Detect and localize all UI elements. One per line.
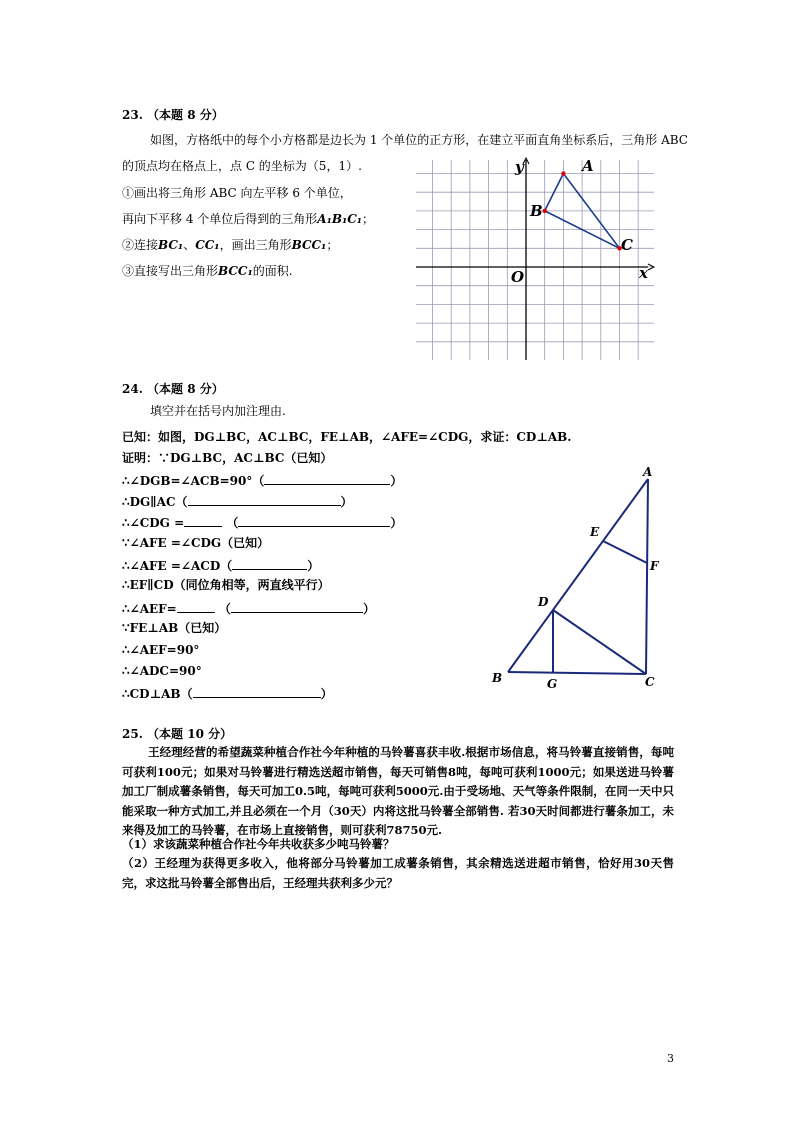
segment-ef [603, 541, 647, 563]
page-number: 3 [667, 1052, 674, 1065]
q23-grid [416, 160, 654, 360]
proof-line-8: ∵FE⊥AB（已知） [122, 621, 227, 635]
reason-blank-2[interactable] [188, 493, 341, 506]
q24-label-f: F [650, 559, 659, 573]
q25-heading: 25. （本题 10 分） [122, 727, 233, 741]
q23-step3-suffix: 的面积. [252, 264, 293, 278]
proof-line-5-close: ） [307, 559, 320, 573]
q23-point-b [543, 209, 547, 213]
proof-line-3-close: ） [390, 516, 403, 530]
q24-label-d: D [538, 595, 549, 609]
q23-label-x: x [639, 264, 648, 282]
segment-ac [646, 479, 648, 674]
segment-dc [553, 610, 646, 674]
q24-proof-start: 证明：∵DG⊥BC，AC⊥BC（已知） [122, 451, 333, 465]
segment-bc [508, 672, 646, 674]
proof-line-1-text: ∴∠DGB=∠ACB=90°（ [122, 474, 265, 488]
q23-label-y: y [515, 158, 524, 176]
proof-line-2-text: ∴DG∥AC（ [122, 495, 188, 509]
q23-step2 [122, 238, 338, 252]
q23-step2-math2: CC₁ [195, 238, 220, 252]
q23-step3-prefix: ③直接写出三角形 [122, 264, 219, 278]
segment-ab [508, 479, 648, 672]
reason-blank-5[interactable] [231, 600, 363, 613]
proof-line-11-text: ∴CD⊥AB（ [122, 687, 193, 701]
proof-line-5-text: ∴∠AFE =∠ACD（ [122, 559, 233, 573]
proof-line-2 [122, 493, 353, 509]
q23-heading: 23. （本题 8 分） [122, 108, 224, 122]
q23-step2-sep: 、 [183, 238, 196, 252]
q24-instruction: 填空并在括号内加注理由. [150, 404, 286, 418]
q23-point-a [561, 171, 565, 175]
proof-line-3 [122, 514, 402, 530]
q23-step3-math: BCC₁ [218, 264, 253, 278]
q23-step1b-prefix: 再向下平移 4 个单位后得到的三角形 [122, 212, 318, 226]
proof-line-7-mid: （ [218, 602, 231, 616]
answer-blank-aef[interactable] [177, 600, 215, 613]
reason-blank-3[interactable] [238, 514, 390, 527]
q24-given: 已知：如图，DG⊥BC，AC⊥BC，FE⊥AB，∠AFE=∠CDG，求证：CD⊥AB. [122, 430, 572, 444]
q23-step1b-suffix: ； [362, 212, 375, 226]
q23-coordinate-figure [416, 156, 658, 360]
proof-line-7 [122, 600, 375, 616]
q23-step2-prefix: ②连接 [122, 238, 159, 252]
proof-line-11-close: ） [320, 687, 333, 701]
q24-label-c: C [645, 675, 655, 689]
q24-label-g: G [547, 677, 558, 691]
reason-blank-4[interactable] [232, 557, 307, 570]
q25-sub2: （2）王经理为获得更多收入，他将部分马铃薯加工成薯条销售，其余精选送进超市销售，恰好用30天售完，求这批马铃薯全部售出后，王经理共获利多少元？ [122, 856, 674, 890]
proof-line-6: ∴EF∥CD（同位角相等，两直线平行） [122, 578, 330, 592]
proof-line-2-close: ） [340, 495, 353, 509]
q23-step2-suffix: ； [326, 238, 339, 252]
q23-step3 [122, 264, 293, 278]
q23-step2-mid: ，画出三角形 [219, 238, 292, 252]
q24-heading: 24. （本题 8 分） [122, 382, 224, 396]
q23-step1b-math: A₁B₁C₁ [317, 212, 363, 226]
q23-label-o: O [511, 268, 525, 286]
q25-sub1: （1）求该蔬菜种植合作社今年共收获多少吨马铃薯？ [122, 837, 395, 851]
proof-line-1 [122, 472, 402, 488]
answer-blank-cdg[interactable] [184, 514, 222, 527]
q23-label-a: A [582, 157, 594, 175]
proof-line-7-close: ） [362, 602, 375, 616]
proof-line-5 [122, 557, 319, 573]
q23-line2: 的顶点均在格点上，点 C 的坐标为（5，1）. [122, 159, 362, 173]
q23-step1b [122, 212, 374, 226]
reason-blank-6[interactable] [193, 685, 321, 698]
q23-label-c: C [621, 236, 633, 254]
proof-line-3-mid: （ [226, 516, 239, 530]
q23-label-b: B [530, 202, 543, 220]
q23-step2-math3: BCC₁ [291, 238, 327, 252]
proof-line-11 [122, 685, 333, 701]
q24-label-a: A [643, 465, 653, 479]
q24-triangle-figure [486, 460, 666, 695]
proof-line-4: ∵∠AFE =∠CDG（已知） [122, 536, 270, 550]
q23-step1a: ①画出将三角形 ABC 向左平移 6 个单位， [122, 186, 352, 200]
q25-paragraph: 王经理经营的希望蔬菜种植合作社今年种植的马铃薯喜获丰收.根据市场信息，将马铃薯直接销售，每吨可获利100元；如果对马铃薯进行精选送超市销售，每天可销售8吨，每吨可获利1000元；如果送进马铃薯加工厂制成薯条销售，每天可加工0.5吨，每吨可获利5000元.由于受场地、天气等条件限制，在同一天中只能采取一种方式加工,并且必须在一个月（30天）内将这批马铃薯全部销售. 若30天时间都进行薯条加工，未来得及加工的马铃薯，在市场上直接销售，则可获利78750元. [122, 745, 674, 837]
proof-line-10: ∴∠ADC=90° [122, 664, 202, 678]
q24-label-e: E [590, 525, 600, 539]
proof-line-3-text: ∴∠CDG = [122, 516, 185, 530]
proof-line-1-close: ） [390, 474, 403, 488]
proof-line-9: ∴∠AEF=90° [122, 643, 200, 657]
reason-blank-1[interactable] [264, 472, 390, 485]
q23-step2-math1: BC₁ [158, 238, 184, 252]
q23-line1: 如图，方格纸中的每个小方格都是边长为 1 个单位的正方形，在建立平面直角坐标系后，三角形 ABC [150, 133, 688, 147]
q24-label-b: B [492, 671, 503, 685]
proof-line-7-text: ∴∠AEF= [122, 602, 177, 616]
